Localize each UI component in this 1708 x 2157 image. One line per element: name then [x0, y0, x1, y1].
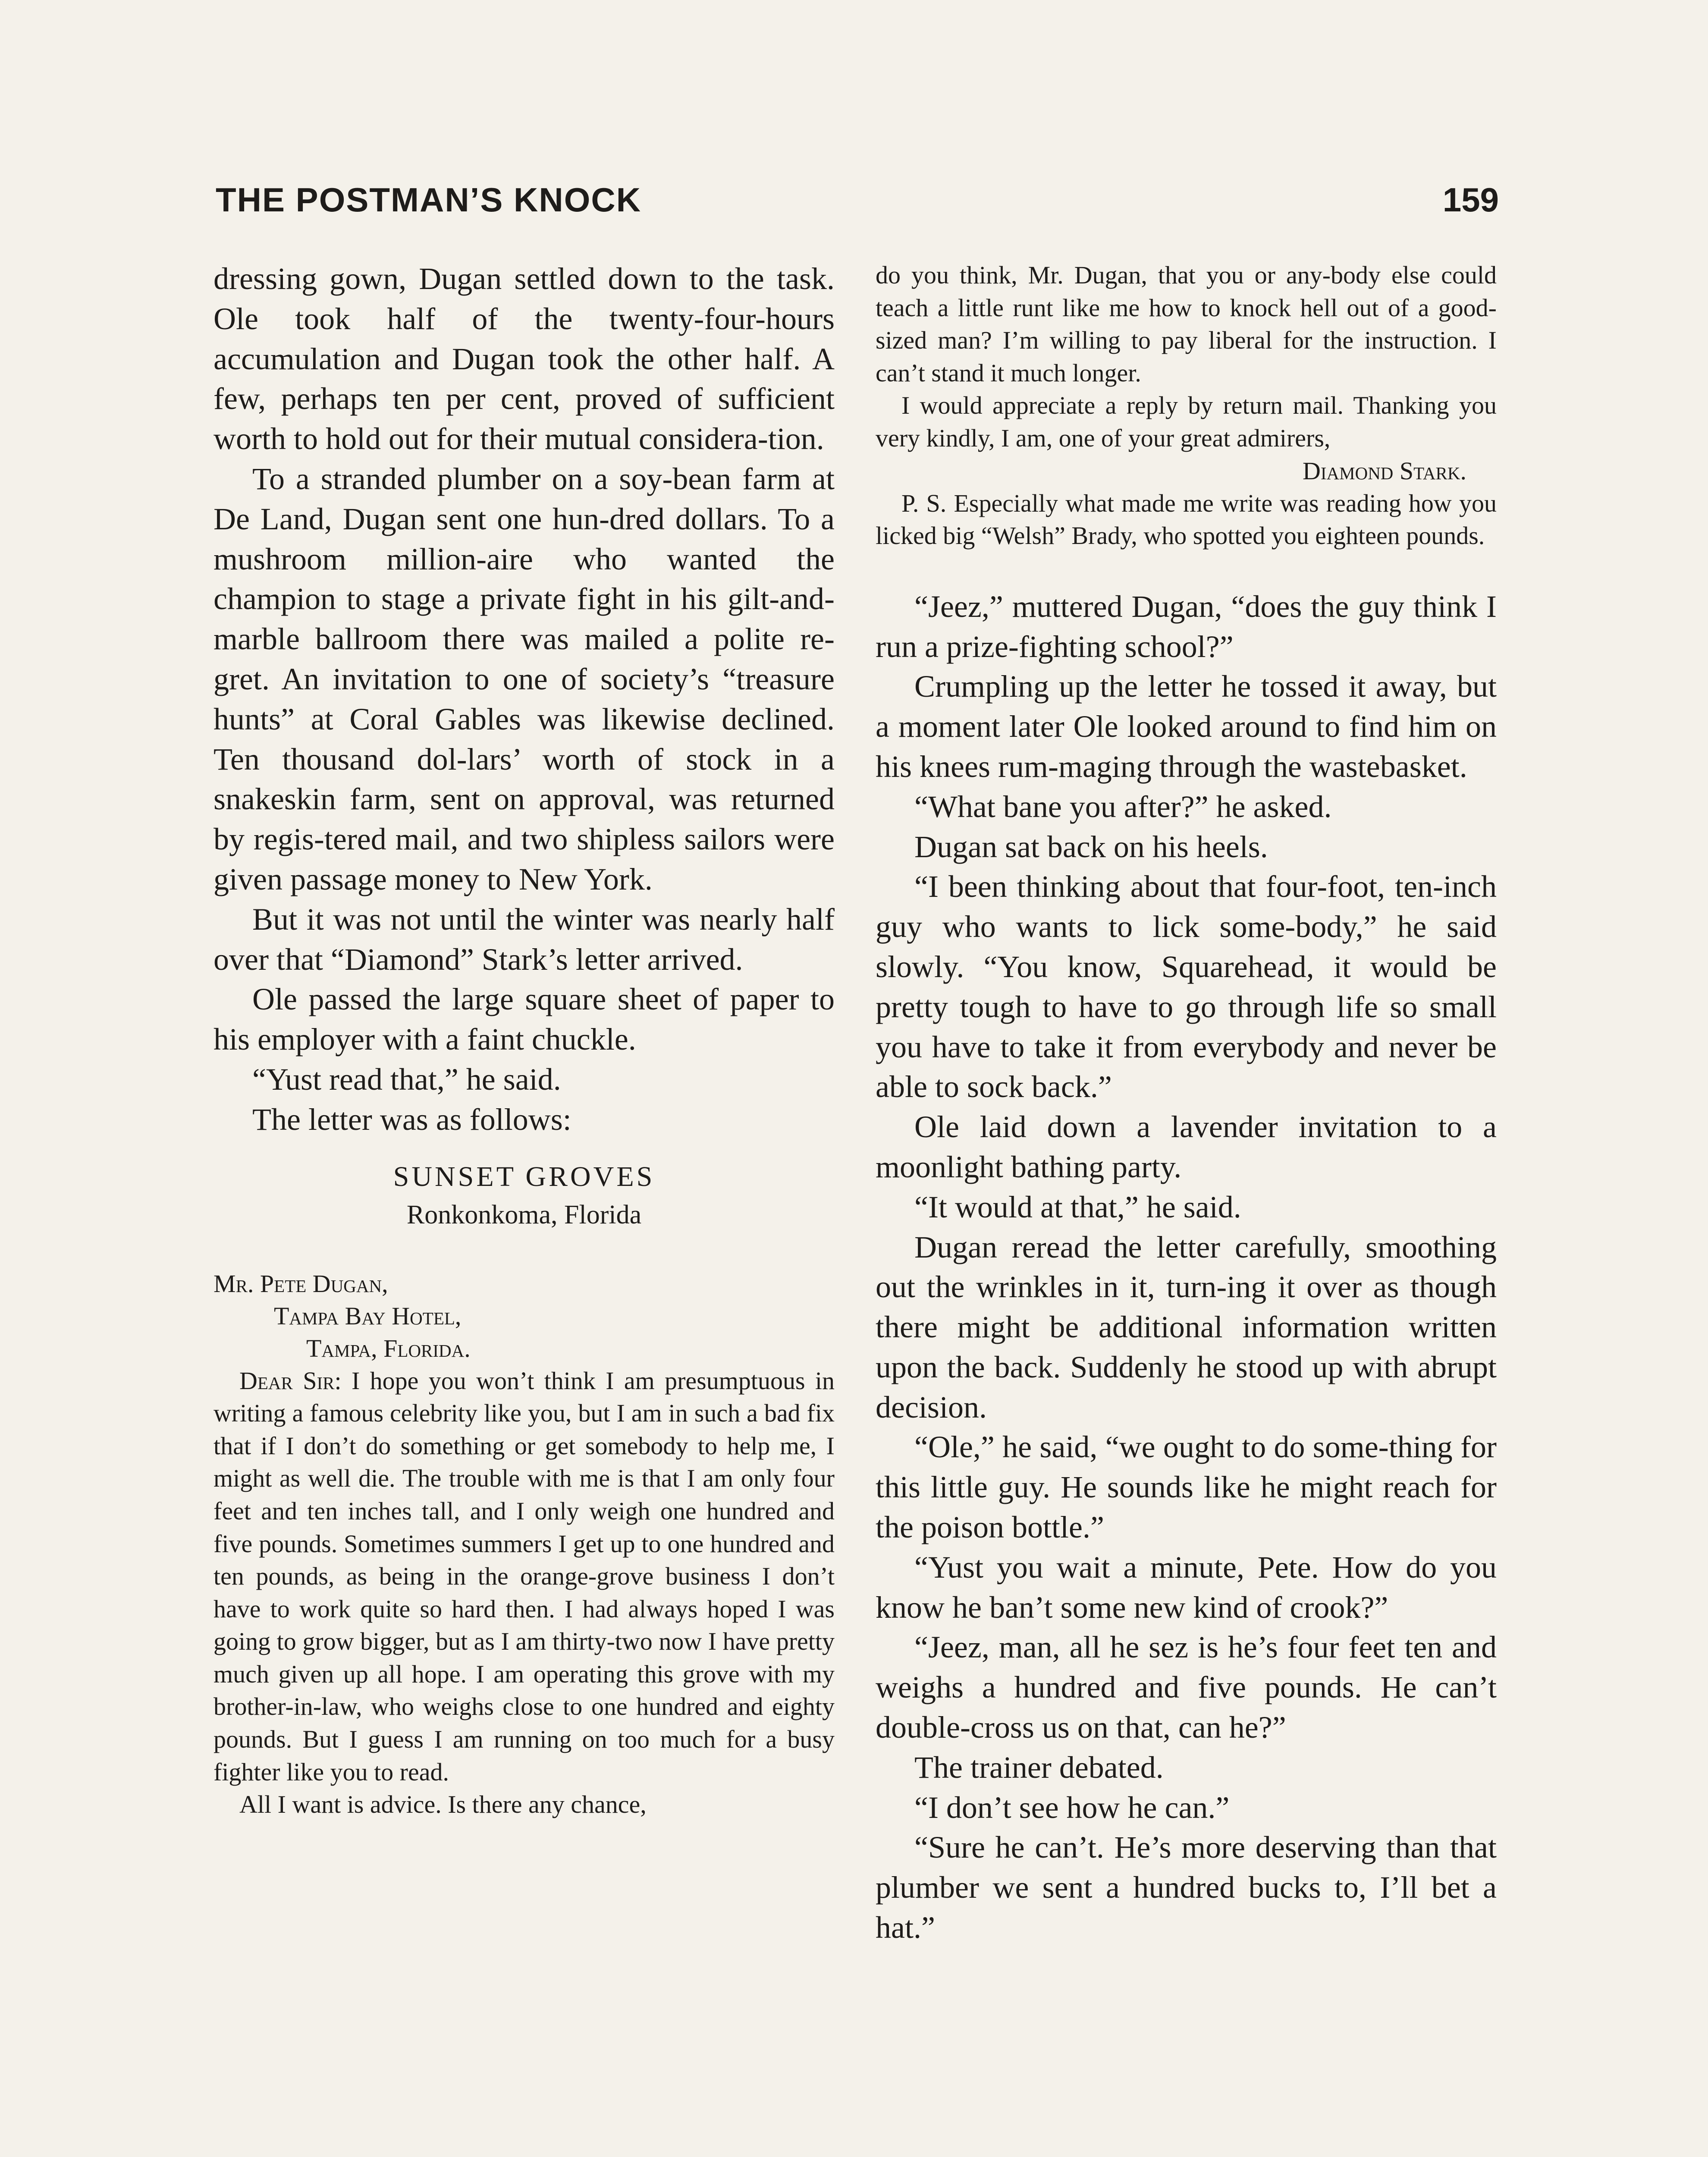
paragraph: To a stranded plumber on a soy-bean farm at De Land, Dugan sent one hun-dred dollars. To a mushroom million-aire who wanted the champion to stage a private fight in his gilt-and-marble ballroom there was mailed a polite re-gret. An invitation to one of society’s “treasure hunts” at Coral Gables was likewise declined. Ten thousand dol-lars’ worth of stock in a snakeskin farm, sent on approval, was returned by regis-tered mail, and two shipless sailors were given passage money to New York. — [214, 461, 835, 896]
paragraph: Ole laid down a lavender invitation to a moonlight bathing party. — [876, 1110, 1497, 1184]
paragraph: Dugan reread the letter carefully, smoothing out the wrinkles in it, turn-ing it over as though there might be additional information written upon the back. Suddenly he stood up with abrupt decision. — [876, 1229, 1497, 1424]
letter-paragraph: I would appreciate a reply by return mail. Thanking you very kindly, I am, one of your great admirers, — [876, 391, 1497, 452]
letter-paragraph: All I want is advice. Is there any chance, — [239, 1790, 647, 1819]
letter-postscript: P. S. Especially what made me write was reading how you licked big “Welsh” Brady, who spotted you eighteen pounds. — [876, 489, 1497, 550]
address-line: Mr. Pete Dugan, — [214, 1269, 388, 1298]
paragraph: “I don’t see how he can.” — [914, 1790, 1230, 1825]
paragraph: “Yust read that,” he said. — [252, 1062, 561, 1097]
right-column — [876, 259, 1497, 2157]
address-line: Tampa, Florida. — [306, 1334, 471, 1362]
letter-signature: Diamond Stark. — [1302, 456, 1466, 485]
paragraph: “Sure he can’t. He’s more deserving than that plumber we sent a hundred bucks to, I’ll bet a hat.” — [876, 1830, 1497, 1945]
paragraph: “Jeez, man, all he sez is he’s four feet ten and weighs a hundred and five pounds. He can’t double-cross us on that, can he?” — [876, 1630, 1497, 1745]
section-gap — [876, 552, 1497, 587]
letterhead-name: SUNSET GROVES — [393, 1160, 655, 1192]
paragraph: Ole passed the large square sheet of paper to his employer with a faint chuckle. — [214, 982, 835, 1057]
paragraph: dressing gown, Dugan settled down to the task. Ole took half of the twenty-four-hours accumulation and Dugan took the other half. A few, perhaps ten per cent, proved of sufficient worth to hold out for their mutual considera-tion. — [214, 261, 835, 456]
paragraph: The trainer debated. — [914, 1750, 1164, 1785]
address-line: Tampa Bay Hotel, — [274, 1302, 462, 1330]
paragraph: “Yust you wait a minute, Pete. How do you know he ban’t some new kind of crook?” — [876, 1550, 1497, 1625]
paragraph: The letter was as follows: — [252, 1102, 571, 1137]
page-number: 159 — [1442, 181, 1499, 219]
left-column — [214, 259, 835, 2157]
letterhead — [214, 1157, 835, 1233]
letter-address — [214, 1267, 835, 1365]
paragraph: But it was not until the winter was nearly half over that “Diamond” Stark’s letter arrived. — [214, 902, 835, 977]
running-header — [216, 180, 1499, 223]
letter-paragraph — [214, 1365, 835, 1789]
running-title: THE POSTMAN’S KNOCK — [216, 181, 642, 219]
paragraph: Dugan sat back on his heels. — [914, 829, 1268, 864]
paragraph: “Ole,” he said, “we ought to do some-thing for this little guy. He sounds like he might reach for the poison bottle.” — [876, 1430, 1497, 1545]
paragraph: “I been thinking about that four-foot, ten-inch guy who wants to lick some-body,” he said slowly. “You know, Squarehead, it would be pretty tough to have to go through life so small you have to take it from everybody and never be able to sock back.” — [876, 869, 1497, 1104]
letter-paragraph: do you think, Mr. Dugan, that you or any-body else could teach a little runt like me how to knock hell out of a good-sized man? I’m willing to pay liberal for the instruction. I can’t stand it much longer. — [876, 261, 1497, 387]
paragraph: “It would at that,” he said. — [914, 1189, 1241, 1224]
letter-text: I hope you won’t think I am presumptuous in writing a famous celebrity like you, but I am in such a bad fix that if I don’t do something or get somebody to help me, I might as well die. The trouble with me is that I am only four feet and ten inches tall, and I only weigh one hundred and five pounds. Sometimes summers I get up to one hundred and ten pounds, as being in the orange-grove business I don’t have to work quite so hard then. I had always hoped I was going to grow bigger, but as I am thirty-two now I have pretty much given up all hope. I am operating this grove with my brother-in-law, who weighs close to one hundred and eighty pounds. But I guess I am running on too much for a busy fighter like you to read. — [214, 1366, 835, 1786]
paragraph: “Jeez,” muttered Dugan, “does the guy think I run a prize-fighting school?” — [876, 589, 1497, 664]
paragraph: “What bane you after?” he asked. — [914, 789, 1332, 824]
salutation: Dear Sir: — [239, 1366, 342, 1395]
letterhead-place: Ronkonkoma, Florida — [406, 1200, 642, 1229]
paragraph: Crumpling up the letter he tossed it away, but a moment later Ole looked around to find him on his knees rum-maging through the wastebasket. — [876, 669, 1497, 784]
